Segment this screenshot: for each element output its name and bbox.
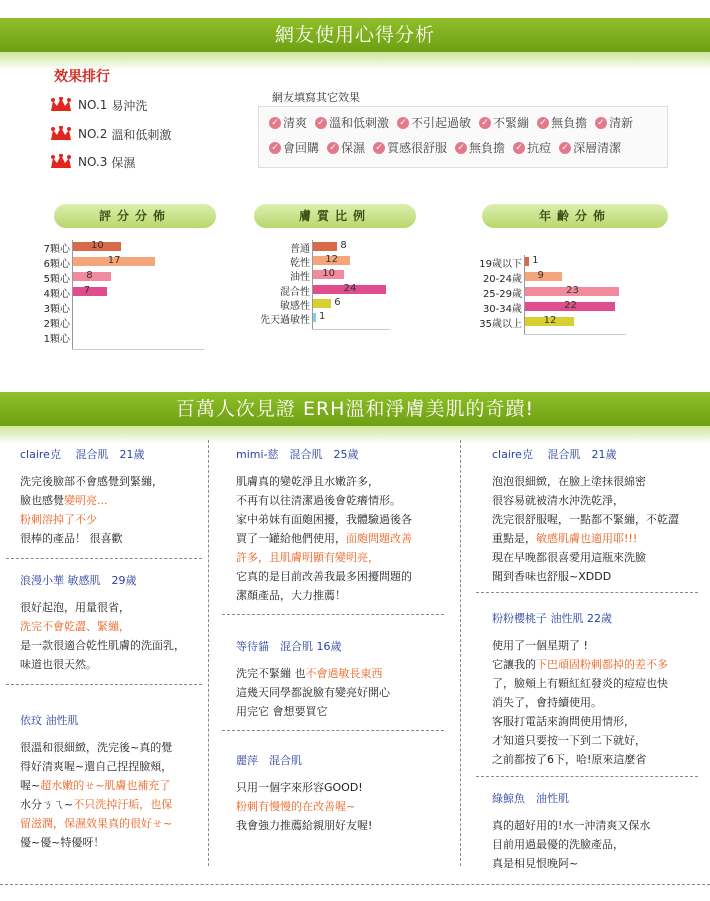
review-line bbox=[492, 548, 682, 567]
review-text: 很容易就被清水沖洗乾淨， bbox=[492, 494, 624, 507]
review-line bbox=[20, 510, 210, 529]
header-banner bbox=[0, 18, 710, 52]
effect-tag-label: 保濕 bbox=[341, 141, 366, 155]
review-highlight: 下巴頑固粉刺都掉的差不多 bbox=[536, 658, 668, 671]
review-line bbox=[20, 529, 210, 548]
effect-tag-label: 清爽 bbox=[283, 116, 308, 130]
review-text: 真是相見恨晚阿~ bbox=[492, 857, 579, 870]
chart-baseline bbox=[312, 329, 390, 330]
review-line bbox=[492, 529, 682, 548]
review-text: 客服打電話來詢問使用情形， bbox=[492, 715, 635, 728]
review-line bbox=[20, 655, 210, 674]
review-text: 聞到香味也舒服~XDDD bbox=[492, 570, 612, 583]
review-line bbox=[236, 778, 426, 797]
review-author: 等待貓 混合肌 16歲 bbox=[236, 640, 342, 653]
review-author: claire克 混合肌 21歲 bbox=[20, 448, 145, 461]
effect-tag bbox=[455, 139, 505, 156]
review-text: 水分ㄋㄟ~ bbox=[20, 798, 74, 811]
review-line bbox=[20, 617, 210, 636]
review-text: 用完它 會想要買它 bbox=[236, 705, 328, 718]
effect-tag bbox=[559, 139, 621, 156]
review-text: 使用了一個星期了 ! bbox=[492, 639, 588, 652]
check-icon: ✓ bbox=[327, 142, 339, 154]
review-line bbox=[20, 833, 210, 852]
review-text: 家中弟妹有面皰困擾，我體驗過後各 bbox=[236, 513, 412, 526]
review-line bbox=[236, 797, 426, 816]
chart-category-label: 5顆心 bbox=[43, 274, 70, 285]
review-line bbox=[492, 491, 682, 510]
check-icon: ✓ bbox=[479, 117, 491, 129]
review-text: 目前用過最優的洗臉產品， bbox=[492, 838, 624, 851]
review-line bbox=[236, 664, 426, 683]
review-text: 喔~ bbox=[20, 779, 41, 792]
review-text: 潔顏產品，大力推薦！ bbox=[236, 589, 346, 602]
review-line bbox=[20, 491, 210, 510]
chart-value-label: 10 bbox=[322, 268, 335, 280]
review-text: 洗完後臉部不會感覺到緊繃， bbox=[20, 475, 163, 488]
chart-value-label: 1 bbox=[319, 311, 326, 322]
check-icon: ✓ bbox=[537, 117, 549, 129]
crown-icon bbox=[50, 97, 72, 113]
review-line bbox=[492, 510, 682, 529]
effect-tag bbox=[537, 114, 587, 131]
review-line bbox=[236, 586, 426, 605]
review-text: 之前都按了6下，哈!原來這麼省 bbox=[492, 753, 647, 766]
effect-tag bbox=[315, 114, 389, 131]
chart-category-label: 敏感性 bbox=[280, 300, 310, 312]
review-author: 粉粉櫻桃子 油性肌 22歲 bbox=[492, 612, 612, 625]
review-text: 很溫和很細緻，洗完後~真的覺 bbox=[20, 741, 173, 754]
effect-tag-label: 抗痘 bbox=[527, 141, 552, 155]
effect-tag-label: 會回購 bbox=[283, 141, 320, 155]
age-section-pill: 年齡分佈 bbox=[482, 204, 668, 228]
chart-category-label: 6顆心 bbox=[43, 259, 70, 270]
check-icon: ✓ bbox=[315, 117, 327, 129]
chart-category-label: 乾性 bbox=[290, 258, 310, 270]
review-highlight: 留滋潤，保濕效果真的很好ㄝ~ bbox=[20, 817, 173, 830]
review-line bbox=[20, 776, 210, 795]
testimonial-banner bbox=[0, 392, 710, 426]
tags-row bbox=[265, 136, 661, 161]
review-highlight: 敏感肌膚也適用耶!!! bbox=[536, 532, 638, 545]
chart-category-label: 4顆心 bbox=[43, 289, 70, 300]
chart-value-label: 23 bbox=[566, 285, 579, 296]
check-icon: ✓ bbox=[269, 142, 281, 154]
tags-row bbox=[265, 111, 661, 136]
chart-category-label: 普通 bbox=[290, 244, 310, 255]
review-line bbox=[492, 712, 682, 731]
review-line bbox=[236, 491, 426, 510]
chart-category-label: 19歲以下 bbox=[479, 259, 522, 270]
review-line bbox=[492, 854, 682, 873]
review-text: 泡泡很細緻，在臉上塗抹很綿密 bbox=[492, 475, 646, 488]
ranking-no: NO.2 bbox=[78, 127, 108, 141]
effect-tag bbox=[373, 139, 447, 156]
review-line bbox=[492, 750, 682, 769]
effect-tag-label: 不緊繃 bbox=[493, 116, 530, 130]
chart-category-label: 3顆心 bbox=[43, 304, 70, 315]
ranking-label: 易沖洗 bbox=[111, 98, 148, 113]
check-icon: ✓ bbox=[373, 142, 385, 154]
chart-value-label: 8 bbox=[340, 240, 347, 251]
review-card bbox=[236, 446, 426, 605]
review-line bbox=[20, 598, 210, 617]
chart-category-label: 1顆心 bbox=[43, 334, 70, 345]
effect-tag bbox=[269, 114, 307, 131]
row-divider bbox=[222, 614, 444, 615]
effect-tag-label: 清新 bbox=[609, 116, 634, 130]
review-line bbox=[492, 816, 682, 835]
column-divider bbox=[460, 440, 461, 866]
review-text: 它讓我的 bbox=[492, 658, 536, 671]
review-highlight: 粉刺溶掉了不少 bbox=[20, 513, 97, 526]
check-icon: ✓ bbox=[455, 142, 467, 154]
review-text: 現在早晚都很喜愛用這瓶來洗臉 bbox=[492, 551, 646, 564]
skin-section-pill: 膚質比例 bbox=[254, 204, 416, 228]
review-line bbox=[492, 674, 682, 693]
crown-icon bbox=[50, 154, 72, 170]
ranking-item bbox=[50, 95, 147, 115]
check-icon: ✓ bbox=[513, 142, 525, 154]
review-card bbox=[236, 638, 426, 721]
effect-tag bbox=[327, 139, 365, 156]
crown-icon bbox=[50, 126, 72, 142]
chart-category-label: 先天過敏性 bbox=[260, 315, 310, 326]
ranking-no: NO.3 bbox=[78, 155, 108, 169]
chart-category-label: 7顆心 bbox=[43, 244, 70, 255]
review-line bbox=[20, 757, 210, 776]
effect-tag-label: 質感很舒服 bbox=[387, 141, 448, 155]
review-text: 這幾天同學都說臉有變亮好開心 bbox=[236, 686, 390, 699]
chart-category-label: 2顆心 bbox=[43, 319, 70, 330]
review-text: 臉也感覺 bbox=[20, 494, 64, 507]
review-text: 味道也很天然。 bbox=[20, 658, 97, 671]
review-card bbox=[492, 790, 682, 873]
review-highlight: 面皰問題改善 bbox=[346, 532, 412, 545]
review-text: 很好起泡，用量很省， bbox=[20, 601, 130, 614]
row-divider bbox=[6, 558, 202, 559]
chart-value-label: 9 bbox=[537, 270, 544, 281]
review-card bbox=[20, 446, 210, 548]
review-author: 依玟 油性肌 bbox=[20, 714, 79, 727]
chart-value-label: 12 bbox=[325, 254, 339, 266]
chart-category-label: 混合性 bbox=[280, 286, 310, 298]
bottom-divider bbox=[0, 884, 710, 885]
ranking-label: 溫和低刺激 bbox=[111, 127, 172, 142]
chart-value-label: 22 bbox=[564, 300, 577, 311]
review-highlight: 不只洗掉汙垢，也保 bbox=[73, 798, 173, 811]
review-highlight: 變明亮... bbox=[64, 494, 108, 507]
review-card bbox=[20, 712, 210, 852]
review-card bbox=[20, 572, 210, 674]
others-title: 網友填寫其它效果 bbox=[272, 91, 360, 104]
testimonial-fade bbox=[0, 426, 710, 444]
review-text: 只用一個字來形容GOOD! bbox=[236, 781, 363, 794]
chart-bar bbox=[525, 257, 529, 266]
review-line bbox=[492, 636, 682, 655]
review-line bbox=[20, 814, 210, 833]
review-text: 洗完很舒服喔，一點都不緊繃，不乾澀 bbox=[492, 513, 679, 526]
review-highlight: 洗完不會乾澀、緊繃， bbox=[20, 620, 130, 633]
review-highlight: 粉刺有慢慢的在改善喔~ bbox=[236, 800, 356, 813]
review-line bbox=[236, 510, 426, 529]
review-line bbox=[492, 693, 682, 712]
review-highlight: 不會過敏長東西 bbox=[305, 667, 383, 680]
ranking-item bbox=[50, 152, 135, 172]
page-title: 網友使用心得分析 bbox=[274, 24, 435, 46]
review-card bbox=[492, 610, 682, 769]
review-text: 真的超好用的!水一沖清爽又保水 bbox=[492, 819, 651, 832]
chart-value-label: 6 bbox=[334, 296, 341, 308]
check-icon: ✓ bbox=[595, 117, 607, 129]
others-tags bbox=[258, 106, 668, 168]
review-line bbox=[236, 472, 426, 491]
review-author: 浪漫小華 敏感肌 29歲 bbox=[20, 574, 137, 587]
chart-category-label: 25-29歲 bbox=[482, 289, 522, 300]
chart-value-label: 1 bbox=[532, 255, 539, 266]
effect-tag bbox=[513, 139, 551, 156]
ranking-label: 保濕 bbox=[111, 155, 136, 170]
effect-tag bbox=[269, 139, 319, 156]
chart-baseline bbox=[524, 334, 626, 335]
review-line bbox=[492, 567, 682, 586]
ranking-no: NO.1 bbox=[78, 98, 108, 112]
chart-category-label: 油性 bbox=[290, 272, 310, 284]
review-author: claire克 混合肌 21歲 bbox=[492, 448, 617, 461]
review-line bbox=[20, 738, 210, 757]
review-text: 得好清爽喔~還自己捏捏臉頰， bbox=[20, 760, 173, 773]
row-divider bbox=[476, 776, 698, 777]
chart-baseline bbox=[72, 349, 204, 350]
check-icon: ✓ bbox=[397, 117, 409, 129]
row-divider bbox=[6, 684, 202, 685]
chart-value-label: 8 bbox=[86, 270, 93, 281]
review-line bbox=[20, 795, 210, 814]
effect-tag-label: 深層清潔 bbox=[573, 141, 622, 155]
chart-value-label: 17 bbox=[107, 255, 121, 266]
rating-section-pill: 評分分佈 bbox=[54, 204, 216, 228]
chart-category-label: 30-34歲 bbox=[482, 304, 522, 315]
effect-tag bbox=[595, 114, 633, 131]
review-line bbox=[236, 529, 426, 548]
effect-tag-label: 溫和低刺激 bbox=[329, 116, 390, 130]
review-author: 麗萍 混合肌 bbox=[236, 754, 302, 767]
review-line bbox=[236, 567, 426, 586]
effect-tag-label: 無負擔 bbox=[469, 141, 506, 155]
review-author: 綠鯨魚 油性肌 bbox=[492, 792, 569, 805]
chart-category-label: 35歲以上 bbox=[479, 319, 522, 330]
review-line bbox=[492, 731, 682, 750]
effect-tag-label: 無負擔 bbox=[551, 116, 588, 130]
review-text: 消失了，會持續使用。 bbox=[492, 696, 602, 709]
review-text: 我會強力推薦給親朋好友喔! bbox=[236, 819, 373, 832]
review-line bbox=[492, 472, 682, 491]
review-text: 才知道只要按一下到二下就好， bbox=[492, 734, 646, 747]
chart-bar bbox=[313, 313, 316, 322]
review-line bbox=[236, 683, 426, 702]
review-text: 肌膚真的變乾淨且水嫩許多， bbox=[236, 475, 379, 488]
review-line bbox=[20, 636, 210, 655]
review-line bbox=[236, 702, 426, 721]
review-highlight: 許多，且肌膚明顯有變明亮， bbox=[236, 551, 379, 564]
effect-tag bbox=[479, 114, 529, 131]
chart-value-label: 10 bbox=[91, 240, 104, 251]
check-icon: ✓ bbox=[269, 117, 281, 129]
chart-bar bbox=[313, 242, 337, 251]
ranking-title: 效果排行 bbox=[54, 69, 110, 85]
review-text: 重點是， bbox=[492, 532, 536, 545]
row-divider bbox=[476, 592, 698, 593]
row-divider bbox=[222, 730, 444, 731]
review-text: 優~優~特優呀！ bbox=[20, 836, 105, 849]
review-line bbox=[236, 816, 426, 835]
ranking-item bbox=[50, 124, 171, 144]
review-line bbox=[492, 835, 682, 854]
effect-tag-label: 不引起過敏 bbox=[411, 116, 472, 130]
review-highlight: 超水嫩的ㄝ~肌膚也補充了 bbox=[40, 779, 171, 792]
chart-value-label: 24 bbox=[343, 282, 357, 294]
chart-bar bbox=[313, 299, 331, 308]
review-card bbox=[492, 446, 682, 586]
testimonial-title: 百萬人次見證 ERH溫和淨膚美肌的奇蹟! bbox=[175, 398, 535, 420]
chart-value-label: 7 bbox=[83, 285, 91, 296]
review-text: 很棒的產品！ 很喜歡 bbox=[20, 532, 123, 545]
chart-value-label: 12 bbox=[543, 315, 557, 326]
chart-category-label: 20-24歲 bbox=[482, 274, 522, 285]
review-line bbox=[492, 655, 682, 674]
review-text: 是一款很適合乾性肌膚的洗面乳， bbox=[20, 639, 185, 652]
review-text: 了，臉頰上有顆紅紅發炎的痘痘也快 bbox=[492, 677, 668, 690]
check-icon: ✓ bbox=[559, 142, 571, 154]
review-text: 它真的是目前改善我最多困擾問題的 bbox=[236, 570, 412, 583]
review-text: 買了一罐給他們使用， bbox=[236, 532, 346, 545]
review-card bbox=[236, 752, 426, 835]
review-line bbox=[20, 472, 210, 491]
effect-tag bbox=[397, 114, 471, 131]
review-line bbox=[236, 548, 426, 567]
review-author: mimi-慈 混合肌 25歲 bbox=[236, 448, 359, 461]
review-text: 洗完不緊繃 也 bbox=[236, 667, 306, 680]
review-text: 不再有以往清潔過後會乾癢情形。 bbox=[236, 494, 401, 507]
